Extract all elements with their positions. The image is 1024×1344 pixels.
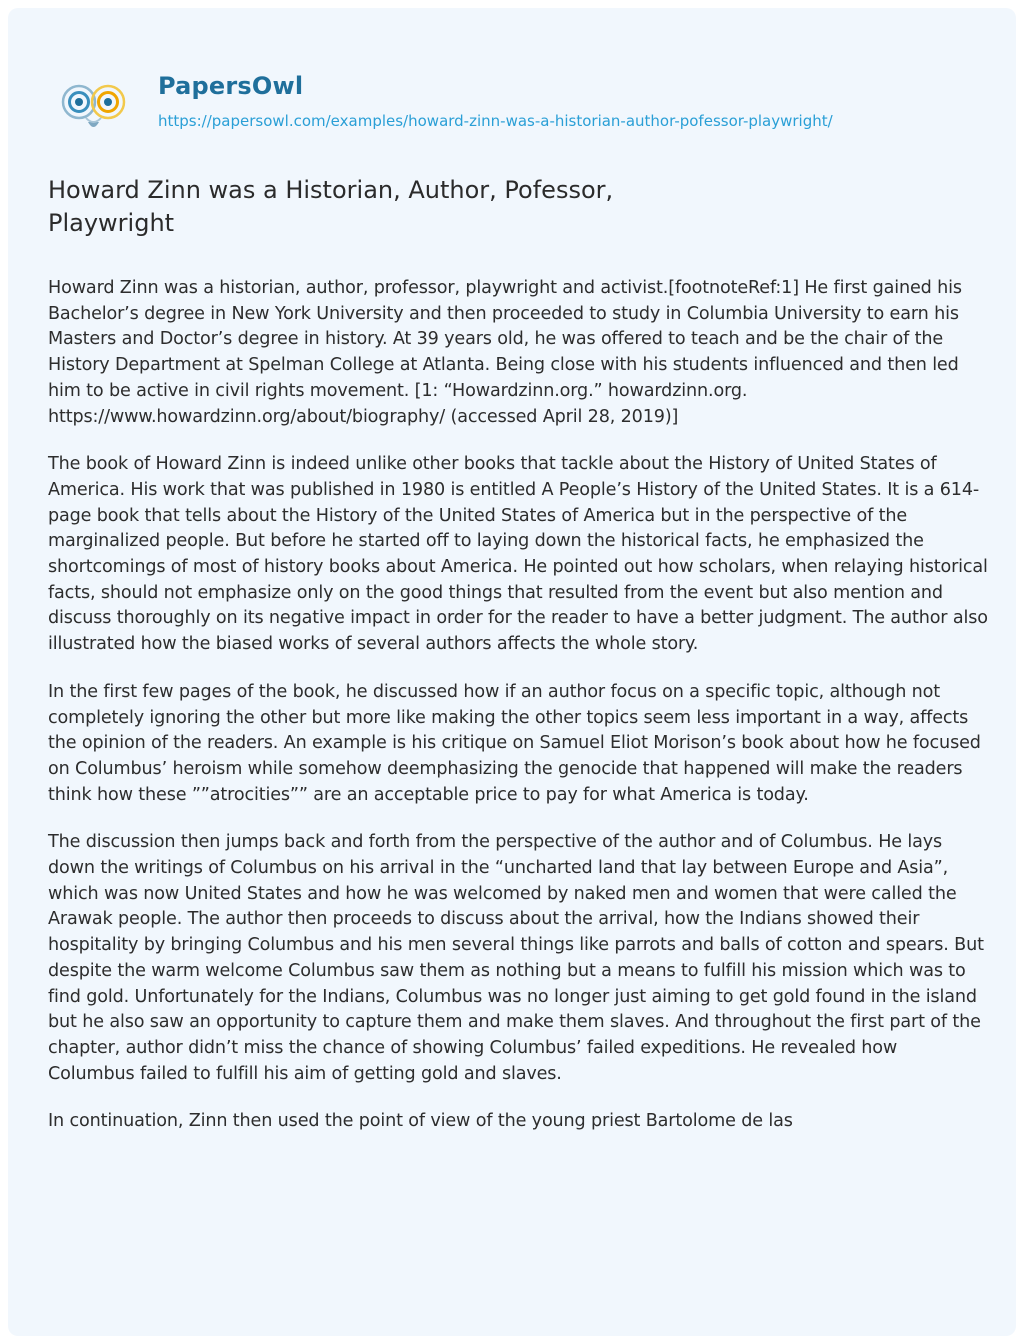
- page-url-link[interactable]: https://papersowl.com/examples/howard-zinn-was-a-historian-author-pofessor-playwright/: [158, 112, 833, 130]
- owl-logo-icon[interactable]: [58, 74, 146, 136]
- paragraph: The book of Howard Zinn is indeed unlike other books that tackle about the History of United States of America. His work that was published in 1980 is entitled A People’s History of the United States. It is a 614-page book that tells about the History of the United States of America but in the perspective of the marginalized people. But before he started off to laying down the historical facts, he emphasized the shortcomings of most of history books about America. He pointed out how scholars, when relaying historical facts, should not emphasize only on the good things that resulted from the event but also mention and discuss thoroughly on its negative impact in order for the reader to have a better judgment. The author also illustrated how the biased works of several authors affects the whole story.: [48, 454, 988, 655]
- paragraph: In continuation, Zinn then used the point of view of the young priest Bartolome de las: [48, 1111, 793, 1132]
- paragraph: Howard Zinn was a historian, author, professor, playwright and activist.[footnoteRef:1] He first gained his Bachelor’s degree in New York University and then proceeded to study in Columbia University to earn his Masters and Doctor’s degree in history. At 39 years old, he was offered to teach and be the chair of the History Department at Spelman College at Atlanta. Being close with his students influenced and then led him to be active in civil rights movement. [1: “Howardzinn.org.” howardzinn.org. https://www.howardzinn.org/about/biography/ (accessed April 28, 2019)]: [48, 278, 962, 427]
- document-page: [8, 8, 1016, 1336]
- paragraph: In the first few pages of the book, he discussed how if an author focus on a specific topic, although not completely ignoring the other but more like making the other topics seem less important in a way, affects the opinion of the readers. An example is his critique on Samuel Eliot Morison’s book about how he focused on Columbus’ heroism while somehow deemphasizing the genocide that happened will make the readers think how these ””atrocities”” are an acceptable price to pay for what America is today.: [48, 681, 981, 805]
- paragraph: The discussion then jumps back and forth from the perspective of the author and of Columbus. He lays down the writings of Columbus on his arrival in the “uncharted land that lay between Europe and Asia”, which was now United States and how he was welcomed by naked men and women that were called the Arawak people. The author then proceeds to discuss about the arrival, how the Indians showed their hospitality by bringing Columbus and his men several things like parrots and balls of cotton and spears. But despite the warm welcome Columbus saw them as nothing but a means to fulfill his mission which was to find gold. Unfortunately for the Indians, Columbus was no longer just aiming to get gold found in the island but he also saw an opportunity to capture them and make them slaves. And throughout the first part of the chapter, author didn’t miss the chance of showing Columbus’ failed expeditions. He revealed how Columbus failed to fulfill his aim of getting gold and slaves.: [48, 832, 984, 1084]
- essay-title: Howard Zinn was a Historian, Author, Pofessor, Playwright: [48, 176, 614, 237]
- essay-body: [48, 276, 988, 1157]
- site-name[interactable]: PapersOwl: [158, 72, 304, 100]
